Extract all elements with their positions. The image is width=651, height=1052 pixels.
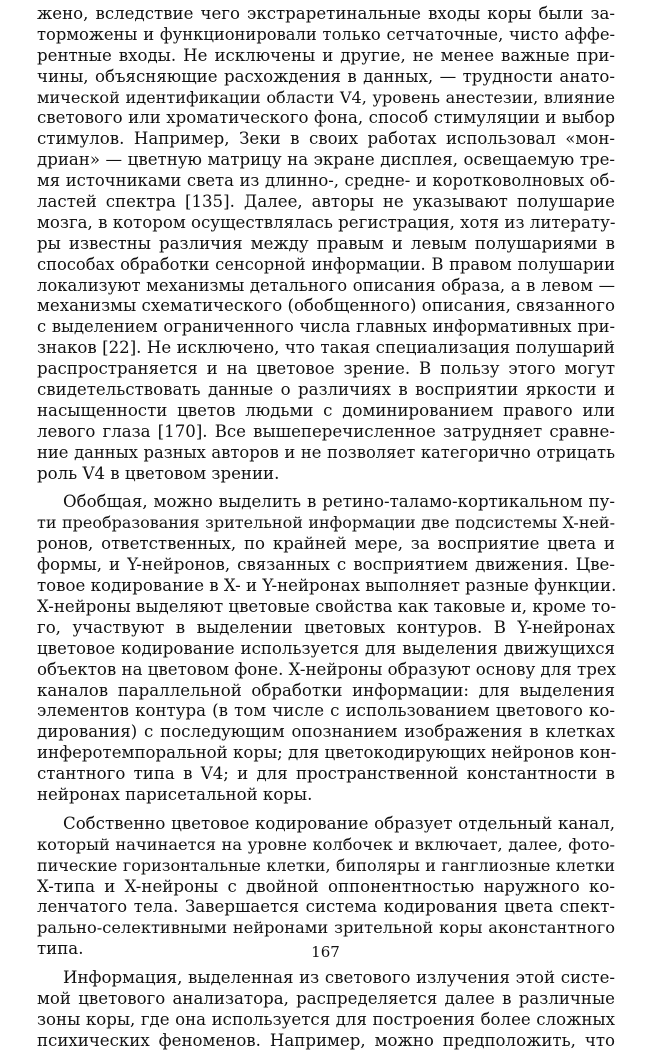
text-line: X-типа и X-нейроны с двойной оппонентностью наружного ко- — [37, 876, 615, 896]
text-line: локализуют механизмы детального описания образа, а в левом — — [37, 275, 615, 295]
text-line: нейронах парисетальной коры. — [37, 784, 313, 804]
text-line: каналов параллельной обработки информации: для выделения — [37, 680, 615, 700]
text-line: ти преобразования зрительной информации две подсистемы X-ней- — [37, 513, 615, 533]
text-line: рально-селективными нейронами зрительной коры аконстантного — [37, 918, 615, 938]
text-line: X-нейроны выделяют цветовые свойства как таковые и, кроме то- — [37, 596, 617, 616]
text-line: который начинается на уровне колбочек и включает, далее, фото- — [37, 834, 615, 854]
text-line: знаков [22]. Не исключено, что такая специализация полушарий — [37, 338, 615, 358]
text-line: с выделением ограниченного числа главных информативных при- — [37, 317, 615, 337]
paragraph-1 — [37, 4, 615, 484]
body-text — [37, 4, 615, 1052]
text-line: торможены и функционировали только сетчаточные, чисто аффе- — [37, 24, 615, 44]
text-line: инферотемпоральной коры; для цветокодирующих нейронов кон- — [37, 743, 617, 763]
text-line: ронов, ответственных, по крайней мере, за восприятие цвета и — [37, 534, 615, 554]
text-line: дирования) с последующим опознанием изображения в клетках — [37, 722, 615, 742]
text-line: ленчатого тела. Завершается система кодирования цвета спект- — [37, 897, 615, 917]
text-line: механизмы схематического (обобщенного) описания, связанного — [37, 296, 615, 316]
text-line: способах обработки сенсорной информации. В правом полушарии — [37, 254, 615, 274]
text-line: дриан» — цветную матрицу на экране дисплея, освещаемую тре- — [37, 150, 615, 170]
text-line: распространяется и на цветовое зрение. В пользу этого могут — [37, 359, 615, 379]
paragraph-4 — [37, 968, 615, 1052]
text-line: Информация, выделенная из светового излучения этой систе- — [63, 968, 615, 988]
text-line: ние данных разных авторов и не позволяет категорично отрицать — [37, 442, 615, 462]
text-line: формы, и Y-нейронов, связанных с восприятием движения. Цве- — [37, 555, 615, 575]
text-line: элементов контура (в том числе с использованием цветового ко- — [37, 701, 615, 721]
text-line: ры известны различия между правым и левым полушариями в — [37, 233, 615, 253]
text-line: мой цветового анализатора, распределяется далее в различные — [37, 988, 615, 1008]
text-line: мической идентификации области V4, уровень анестезии, влияние — [37, 87, 615, 107]
text-line: Обобщая, можно выделить в ретино-таламо-кортикальном пу- — [63, 492, 615, 512]
text-line: стимулов. Например, Зеки в своих работах использовал «мон- — [37, 129, 615, 149]
text-line: мозга, в котором осуществлялась регистрация, хотя из литерату- — [37, 212, 616, 232]
text-line: Собственно цветовое кодирование образует отдельный канал, — [63, 813, 615, 833]
text-line: жено, вследствие чего экстраретинальные входы коры были за- — [37, 4, 615, 23]
text-line: роль V4 в цветовом зрении. — [37, 463, 280, 483]
text-line: левого глаза [170]. Все вышеперечисленное затрудняет сравне- — [37, 421, 615, 441]
text-line: цветовое кодирование используется для выделения движущихся — [37, 638, 615, 658]
text-line: мя источниками света из длинно-, средне- и коротковолновых об- — [37, 171, 615, 191]
text-line: типа. — [37, 939, 84, 959]
text-line: чины, объясняющие расхождения в данных, — трудности анато- — [37, 66, 615, 86]
text-line: го, участвуют в выделении цветовых контуров. В Y-нейронах — [37, 617, 615, 637]
text-line: насыщенности цветов людьми с доминированием правого или — [37, 400, 615, 420]
text-line: светового или хроматического фона, способ стимуляции и выбор — [37, 108, 615, 128]
text-line: рентные входы. Не исключены и другие, не менее важные при- — [37, 45, 615, 65]
text-line: товое кодирование в X- и Y-нейронах выполняет разные функции. — [37, 576, 617, 596]
page-number: 167 — [311, 943, 340, 961]
text-line: ластей спектра [135]. Далее, авторы не указывают полушарие — [37, 192, 615, 212]
text-line: пические горизонтальные клетки, биполяры и ганглиозные клетки — [37, 855, 615, 875]
text-line: стантного типа в V4; и для пространственной константности в — [37, 764, 615, 784]
text-line: свидетельствовать данные о различиях в восприятии яркости и — [37, 380, 615, 400]
paragraph-3 — [37, 814, 615, 960]
text-line: объектов на цветовом фоне. X-нейроны образуют основу для трех — [37, 659, 616, 679]
text-line: зоны коры, где она используется для построения более сложных — [37, 1009, 615, 1029]
text-line: психических феноменов. Например, можно предположить, что — [37, 1030, 615, 1050]
paragraph-2 — [37, 492, 615, 805]
